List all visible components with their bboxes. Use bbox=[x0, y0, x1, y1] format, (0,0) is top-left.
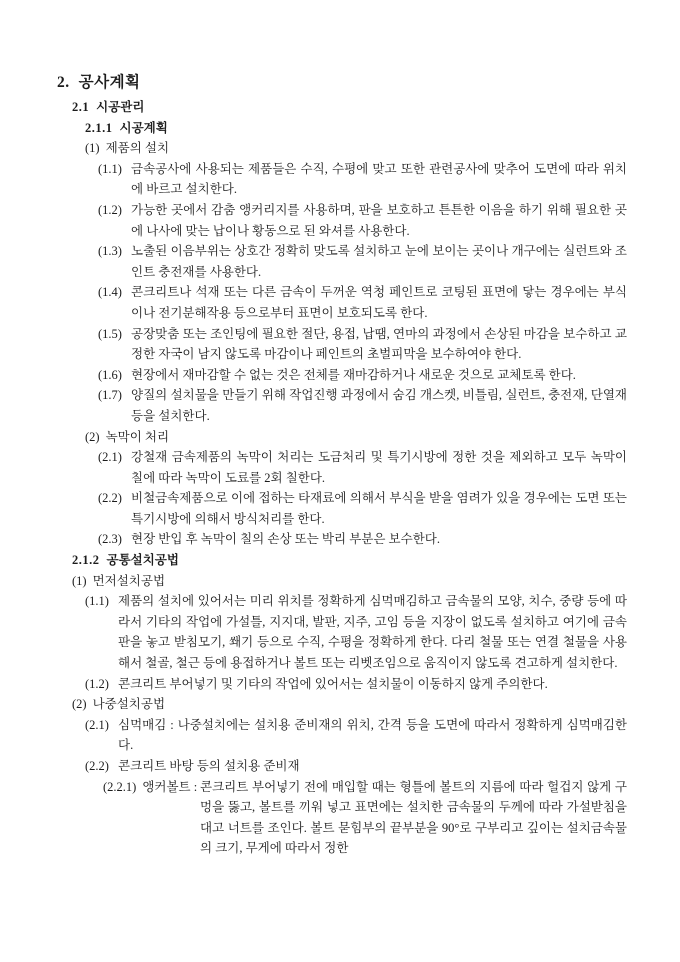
clause bbox=[98, 488, 627, 529]
clause-text: 비철금속제품으로 이에 접하는 타재료에 의해서 부식을 받을 염려가 있을 경우에는 도면 또는 특기시방에 의해서 방식처리를 한다. bbox=[131, 491, 627, 526]
group-number: (2) bbox=[85, 429, 100, 444]
clause-text: 강철재 금속제품의 녹막이 처리는 도금처리 및 특기시방에 정한 것을 제외하고 모두 녹막이 칠에 따라 녹막이 도료를 2회 칠한다. bbox=[131, 450, 627, 485]
clause bbox=[85, 591, 627, 673]
clause-number: (2.2) bbox=[98, 491, 122, 506]
heading-2-1-1 bbox=[85, 118, 627, 139]
clause-number: (2.1) bbox=[98, 450, 122, 465]
group-text: 녹막이 처리 bbox=[105, 429, 170, 444]
group-title bbox=[72, 571, 627, 592]
clause-text: 노출된 이음부위는 상호간 정확히 맞도록 설치하고 눈에 보이는 곳이나 개구에는 실런트와 조인트 충전재를 사용한다. bbox=[131, 244, 627, 279]
sub-clause-label bbox=[103, 777, 197, 798]
clause-number: (1.6) bbox=[98, 367, 122, 382]
sub-clause-term: 앵커볼트 : bbox=[142, 779, 198, 794]
clause bbox=[98, 200, 627, 241]
heading-2-1-1-number: 2.1.1 bbox=[85, 120, 113, 135]
clause-number: (1.1) bbox=[98, 161, 122, 176]
clause bbox=[98, 324, 627, 365]
heading-2-1-2-number: 2.1.2 bbox=[72, 553, 100, 568]
clause-number: (2.2) bbox=[85, 759, 109, 773]
clause-text: 현장 반입 후 녹막이 칠의 손상 또는 박리 부분은 보수한다. bbox=[131, 532, 440, 547]
clause-text: 현장에서 재마감할 수 없는 것은 전체를 재마감하거나 새로운 것으로 교체토록 한다. bbox=[131, 367, 576, 382]
doc-title-number: 2. bbox=[57, 74, 70, 91]
clause bbox=[85, 674, 627, 695]
clause bbox=[85, 715, 627, 756]
clause-number: (1.5) bbox=[98, 326, 122, 341]
clause-text: 콘크리트나 석재 또는 다른 금속이 두꺼운 역청 페인트로 코팅된 표면에 닿는 경우에는 부식이나 전기분해작용 등으로부터 표면이 보호되도록 한다. bbox=[131, 285, 627, 320]
clause bbox=[98, 365, 627, 386]
group-text: 제품의 설치 bbox=[105, 141, 170, 156]
sub-clause-text: 콘크리트 부어넣기 전에 매입할 때는 형틀에 볼트의 지름에 따라 헐겁지 않게 구멍을 뚫고, 볼트를 끼워 넣고 표면에는 설치한 금속물의 두께에 따라 가설받침을 대고 너트를 조인다. 볼트 묻힘부의 끝부분을 90°로 구부리고 깊이는 설치금속물의 크기, 무게에 따라서 정한 bbox=[200, 779, 627, 856]
clause-number: (1.4) bbox=[98, 285, 122, 300]
clause-number: (1.1) bbox=[85, 594, 109, 609]
group-number: (1) bbox=[72, 573, 87, 588]
clause-text: 콘크리트 부어넣기 및 기타의 작업에 있어서는 설치물이 이동하지 않게 주의한다. bbox=[118, 676, 548, 691]
heading-2-1-text: 시공관리 bbox=[96, 100, 145, 114]
clause bbox=[98, 447, 627, 488]
group-title bbox=[85, 138, 627, 159]
clause bbox=[98, 529, 627, 550]
sub-clause bbox=[103, 777, 627, 859]
heading-2-1-2 bbox=[72, 550, 627, 571]
doc-title bbox=[57, 72, 627, 93]
clause-text: 가능한 곳에서 감춤 앵커리지를 사용하며, 판을 보호하고 튼튼한 이음을 하기 위해 필요한 곳에 나사에 맞는 납이나 황동으로 된 와셔를 사용한다. bbox=[131, 202, 627, 238]
clause-text: 공장맞춤 또는 조인팅에 필요한 절단, 용접, 납땜, 연마의 과정에서 손상된 마감을 보수하고 교정한 자국이 남지 않도록 마감이나 페인트의 초벌피막을 보수하여야 한다. bbox=[131, 326, 627, 362]
clause-text: 콘크리트 바탕 등의 설치용 준비재 bbox=[118, 759, 300, 773]
group-title bbox=[85, 427, 627, 448]
clause bbox=[98, 282, 627, 323]
clause-text: 양질의 설치물을 만들기 위해 작업진행 과정에서 숨김 개스켓, 비틀림, 실런트, 충전재, 단열재 등을 설치한다. bbox=[131, 388, 627, 423]
heading-2-1-2-text: 공통설치공법 bbox=[106, 553, 179, 568]
heading-2-1-number: 2.1 bbox=[72, 100, 90, 114]
clause-text: 심먹매김 : 나중설치에는 설치용 준비재의 위치, 간격 등을 도면에 따라서 정확하게 심먹매김한다. bbox=[118, 717, 627, 753]
clause-number: (1.2) bbox=[98, 202, 122, 217]
group-number: (2) bbox=[72, 697, 87, 712]
group-text: 먼저설치공법 bbox=[92, 573, 166, 588]
heading-2-1 bbox=[72, 97, 627, 118]
clause bbox=[98, 241, 627, 282]
heading-2-1-1-text: 시공계획 bbox=[119, 120, 168, 135]
clause-number: (1.3) bbox=[98, 244, 122, 259]
group-number: (1) bbox=[85, 141, 100, 156]
group-text: 나중설치공법 bbox=[92, 697, 166, 712]
clause-number: (1.2) bbox=[85, 676, 109, 691]
clause-text: 금속공사에 사용되는 제품들은 수직, 수평에 맞고 또한 관련공사에 맞추어 도면에 따라 위치에 바르고 설치한다. bbox=[131, 161, 627, 197]
clause-number: (2.3) bbox=[98, 532, 122, 547]
clause-number: (1.7) bbox=[98, 388, 122, 403]
sub-clause-number: (2.2.1) bbox=[103, 779, 137, 794]
doc-title-text: 공사계획 bbox=[78, 74, 141, 91]
group-title bbox=[72, 694, 627, 715]
document-body bbox=[57, 72, 627, 859]
clause-text: 제품의 설치에 있어서는 미리 위치를 정확하게 심먹매김하고 금속물의 모양, 치수, 중량 등에 따라서 기타의 작업에 가설틀, 지지대, 발판, 지주, 고임 등을 지장이 없도록 설치하고 여기에 금속판을 놓고 받침모기, 쐐기 등으로 수직, 수평을 정확하게 한다. 다리 철물 또는 연결 철물을 사용해서 철골, 철근 등에 용접하거나 볼트 또는 리벳조임으로 움직이지 않도록 견고하게 설치한다. bbox=[118, 594, 627, 671]
clause bbox=[98, 159, 627, 200]
clause bbox=[98, 385, 627, 426]
clause bbox=[85, 756, 627, 777]
clause-number: (2.1) bbox=[85, 717, 109, 732]
